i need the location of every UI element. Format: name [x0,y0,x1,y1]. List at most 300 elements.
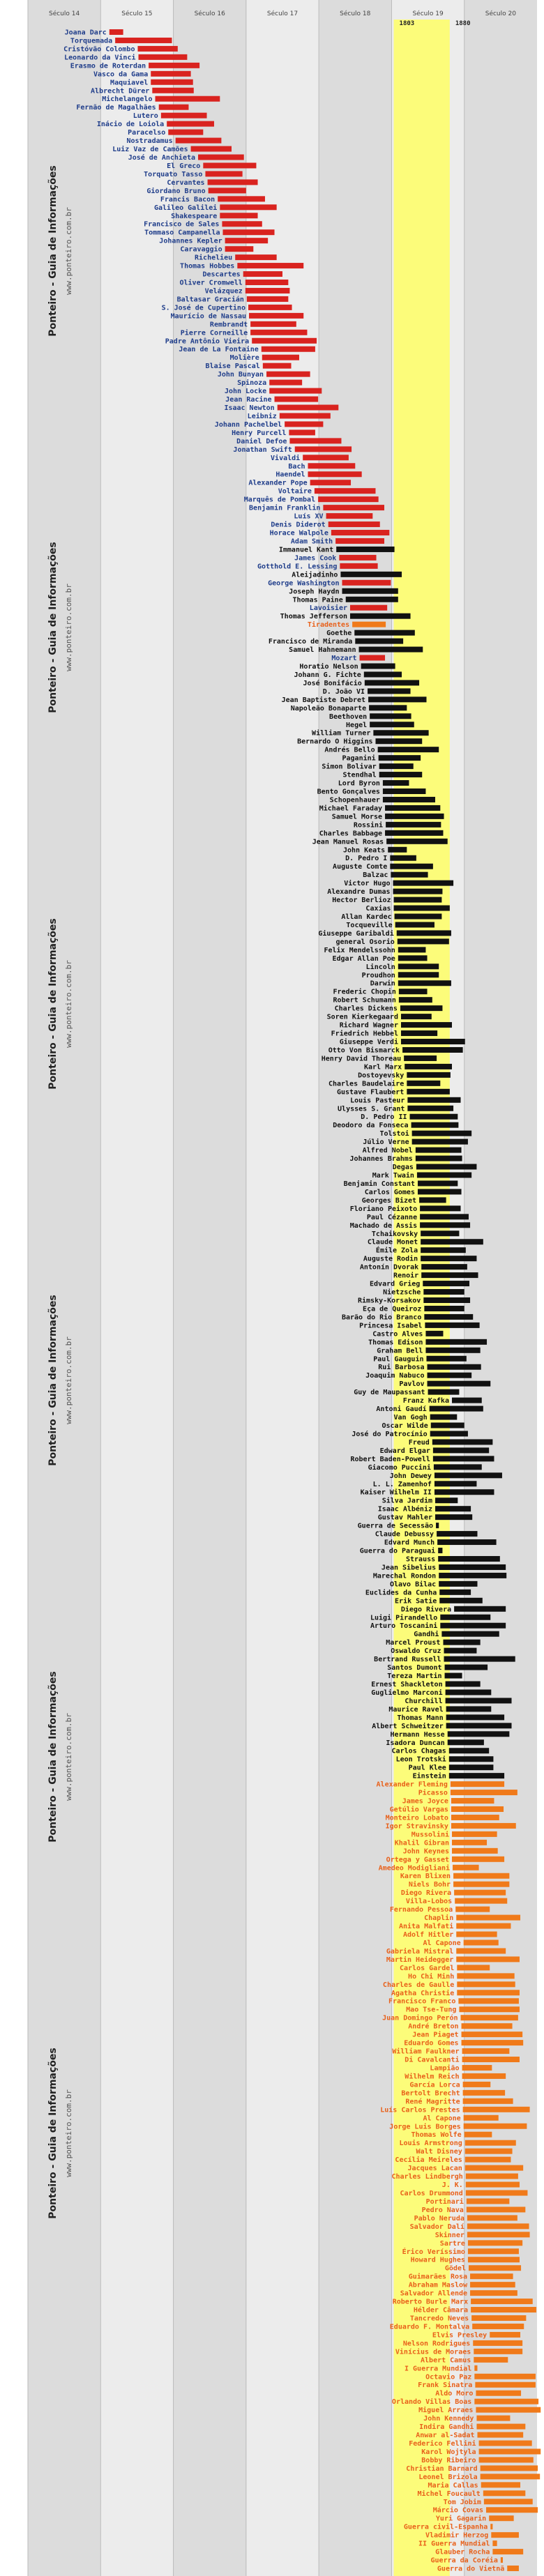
lifespan-bar [451,1798,494,1804]
person-label: L. L. Zamenhof [372,1480,432,1488]
person-label: Proudhon [361,971,395,980]
person-label: Hélder Câmara [413,2306,469,2315]
person-label: Ulysses S. Grant [338,1105,405,1113]
person-label: Isaac Albéniz [377,1505,432,1514]
person-label: Di Cavalcanti [405,2056,460,2064]
lifespan-bar [471,2315,526,2321]
lifespan-bar [370,722,414,727]
lifespan-bar [472,2324,524,2329]
person-label: Euclides da Cunha [365,1589,437,1597]
person-label: Claude Monet [367,1238,418,1247]
person-label: Paganini [342,754,376,763]
watermark-url: www.ponteiro.com.br [64,207,73,295]
person-label: Márcio Covas [432,2506,483,2515]
watermark-title: Ponteiro - Guia de Informações [47,918,59,1090]
lifespan-bar [453,1873,509,1879]
person-label: Leonel Brizola [418,2473,478,2481]
person-label: Inácio de Loiola [96,121,165,129]
lifespan-bar [476,2416,510,2421]
lifespan-bar [454,1606,506,1612]
person-label: Cervantes [167,178,205,187]
person-label: Felix Mendelssohn [324,946,395,954]
lifespan-bar [350,613,411,619]
person-label: Guerra civil-Espanha [403,2523,488,2531]
person-label: John Dewey [389,1472,432,1480]
lifespan-bar [421,1247,466,1253]
person-label: Émile Zola [375,1247,418,1255]
person-label: Oliver Cromwell [179,279,243,287]
lifespan-bar [471,2299,533,2304]
person-label: Thomas Hobbes [180,262,235,270]
person-label: Bobby Ribeiro [421,2456,476,2464]
lifespan-bar [421,1272,478,1278]
person-label: Caravaggio [180,245,222,254]
lifespan-bar [449,1748,489,1753]
person-label: Pablo Neruda [414,2214,464,2223]
person-label: Carlos Chagas [391,1747,446,1755]
person-label: D. Pedro I [345,855,388,863]
lifespan-bar [405,1064,452,1069]
person-label: Tom Jobim [443,2498,481,2506]
person-label: Nietzsche [383,1288,421,1297]
lifespan-bar [398,972,439,977]
person-label: Luís Carlos Prestes [380,2106,460,2114]
person-label: José do Patrocínio [352,1430,428,1438]
person-label: Frank Sinatra [418,2381,473,2390]
person-label: Joseph Haydn [289,588,340,596]
person-label: Gödel [444,2264,466,2273]
person-label: John Keats [342,846,386,855]
person-label: Princesa Isabel [359,1322,423,1330]
lifespan-bar [375,738,422,744]
lifespan-bar [462,2065,492,2071]
person-label: Alexandre Dumas [327,888,391,897]
century-label: Século 20 [485,10,516,17]
person-label: Rembrandt [209,321,248,329]
person-label: Freud [408,1438,430,1447]
person-label: José de Anchieta [128,153,196,162]
lifespan-bar [310,480,351,485]
person-label: Fernando Pessoa [389,1906,453,1914]
lifespan-bar [289,429,315,435]
lifespan-bar [452,1831,497,1837]
lifespan-bar [278,405,339,411]
person-label: Ho Chi Minh [408,1972,455,1981]
lifespan-bar [326,513,373,519]
person-label: Anwar al-Sadat [416,2432,475,2440]
lifespan-bar [474,2349,522,2354]
watermark-url: www.ponteiro.com.br [64,1336,73,1424]
lifespan-bar [468,2248,519,2254]
lifespan-bar [465,2140,516,2146]
lifespan-bar [379,772,423,777]
lifespan-bar [483,2490,525,2496]
person-label: Stendhal [342,771,377,779]
watermark-title: Ponteiro - Guia de Informações [47,542,59,713]
person-label: Barão do Rio Branco [341,1313,422,1322]
lifespan-bar [390,864,433,869]
person-label: D. Pedro II [361,1113,407,1122]
lifespan-bar [456,1932,497,1937]
lifespan-bar [451,1815,499,1820]
lifespan-bar [466,2182,520,2188]
person-label: Gandhi [414,1631,439,1639]
person-label: general Osorio [335,938,395,946]
person-label: Deodoro da Fonseca [333,1122,409,1130]
lifespan-bar [479,2441,532,2446]
person-label: Schopenhauer [329,796,380,805]
person-label: Eduardo F. Montalva [389,2323,470,2331]
lifespan-bar [350,605,387,611]
lifespan-bar [451,1823,516,1829]
century-band [28,0,100,2576]
lifespan-bar [394,906,450,911]
lifespan-bar [425,1323,479,1328]
lifespan-bar [428,1373,472,1378]
watermark-title: Ponteiro - Guia de Informações [47,2048,59,2219]
person-label: Tocqueville [346,921,393,929]
person-label: Glauber Rocha [435,2548,490,2556]
person-label: Robert Schumann [333,996,396,1005]
lifespan-bar [404,1055,437,1061]
person-label: Tchaikovsky [371,1230,418,1238]
person-label: Marechal Rondon [372,1572,437,1580]
lifespan-bar [457,1973,514,1979]
watermark-title: Ponteiro - Guia de Informações [47,165,59,337]
person-label: Gabriela Mistral [386,1947,454,1956]
person-label: Yuri Gagarin [435,2515,487,2523]
person-label: Mozart [331,655,357,663]
person-label: Carlos Drummond [400,2189,463,2197]
lifespan-bar [420,1205,460,1211]
person-label: Benjamin Franklin [249,504,321,512]
lifespan-bar [399,997,432,1003]
person-label: Voltaire [278,487,312,496]
lifespan-bar [391,872,428,878]
person-label: Caxias [365,905,391,913]
lifespan-bar [437,1539,496,1545]
lifespan-bar [275,397,319,402]
lifespan-bar [448,1739,484,1745]
lifespan-bar [331,530,389,535]
lifespan-bar [421,1264,467,1270]
person-label: Portinari [425,2197,464,2206]
watermark-url: www.ponteiro.com.br [64,584,73,671]
person-label: Albrecht Dürer [91,87,150,96]
person-label: Adolf Hitler [402,1931,454,1939]
person-label: Antoni Gaudí [376,1405,427,1414]
lifespan-bar [151,71,190,77]
person-label: Jean Baptiste Debret [281,696,366,704]
person-label: Júlio Verne [363,1138,409,1147]
lifespan-bar [416,1156,462,1161]
person-label: Marquês de Pombal [243,496,316,504]
lifespan-bar [340,563,377,569]
person-label: Érico Veríssimo [402,2248,465,2256]
lifespan-bar [439,1573,506,1578]
lifespan-bar [455,1907,490,1912]
person-label: Guerra de Secessão [357,1522,434,1530]
person-label: Charles Dickens [334,1005,398,1013]
person-label: Benjamin Constant [343,1180,415,1188]
lifespan-bar [463,2098,513,2104]
person-label: Robert Baden-Powell [350,1455,430,1463]
person-label: Shakespeare [171,212,218,220]
highlight-year-label: 1803 [399,20,415,27]
lifespan-bar [444,1656,515,1662]
person-label: Hector Berlioz [332,897,391,905]
person-label: Jean Sibelius [381,1564,437,1572]
person-label: Edgar Allan Poe [332,954,395,963]
lifespan-bar [342,588,398,594]
person-label: Maria Callas [428,2481,478,2490]
lifespan-bar [418,1189,462,1194]
person-label: Auguste Rodin [363,1255,418,1263]
person-label: Torquato Tasso [144,170,203,178]
lifespan-bar [446,1689,492,1695]
person-label: Rui Barbosa [378,1364,425,1372]
lifespan-bar [453,1882,509,1887]
person-label: Bernardo O Higgins [297,738,373,746]
person-label: Jean Manuel Rosas [312,838,384,846]
highlight-year-label: 1880 [455,20,471,27]
lifespan-bar [379,763,414,769]
lifespan-bar [417,1172,471,1178]
person-label: Johann G. Fichte [294,671,361,679]
person-label: Paul Klee [408,1764,446,1772]
person-label: Alfred Nobel [362,1147,413,1155]
lifespan-bar [463,2090,505,2096]
lifespan-bar [359,647,423,653]
person-label: Michel Foucault [417,2490,481,2498]
lifespan-bar [411,1122,459,1128]
lifespan-bar [481,2474,541,2479]
lifespan-bar [463,2107,530,2112]
lifespan-bar [451,1781,504,1787]
person-label: Bento Gonçalves [317,788,380,796]
person-label: Oscar Wilde [381,1422,428,1431]
lifespan-bar [476,2391,521,2396]
lifespan-bar [449,1756,494,1762]
lifespan-bar [428,1389,460,1395]
lifespan-bar [437,1531,477,1537]
lifespan-bar [252,338,317,344]
person-label: Elvis Presley [432,2331,488,2340]
lifespan-bar [262,355,299,360]
person-label: Tereza Martin [387,1672,442,1681]
lifespan-bar [464,2115,499,2121]
century-label: Século 14 [49,10,80,17]
lifespan-bar [280,413,331,418]
lifespan-bar [416,1164,477,1170]
person-label: Isadora Duncan [386,1739,445,1747]
lifespan-bar [203,162,256,168]
lifespan-bar [492,2549,523,2554]
lifespan-bar [467,2223,529,2229]
person-label: Agatha Christie [391,1989,455,1997]
lifespan-bar [459,2006,520,2012]
lifespan-bar [245,280,289,285]
person-label: Darwin [370,980,395,988]
person-label: Beethoven [328,712,368,721]
lifespan-bar [407,1089,450,1095]
lifespan-bar [149,63,199,68]
lifespan-bar [486,2507,538,2513]
person-label: Thomas Jefferson [280,613,347,621]
person-label: Aldo Moro [435,2390,474,2398]
person-label: Khalil Gibran [394,1839,449,1847]
person-label: Charles de Gaulle [382,1981,455,1989]
lifespan-bar [424,1314,473,1320]
person-label: Jonathan Swift [233,445,292,454]
person-label: John Keynes [402,1847,449,1856]
person-label: Edvard Grieg [370,1280,421,1288]
lifespan-bar [248,305,292,310]
person-label: Arturo Toscanini [370,1622,438,1631]
lifespan-bar [263,363,292,369]
lifespan-bar [421,1230,459,1236]
person-label: John Bunyan [217,371,264,379]
person-label: Thomas Edison [368,1339,423,1347]
person-label: Walt Disney [416,2148,462,2156]
lifespan-bar [468,2240,522,2246]
person-label: Lincoln [365,963,395,971]
person-label: Balzac [363,871,388,880]
lifespan-bar [209,188,246,193]
lifespan-bar [137,46,177,52]
lifespan-bar [159,105,189,110]
lifespan-bar [354,630,415,636]
person-label: Rimsky-Korsakov [358,1297,421,1305]
lifespan-bar [468,2257,520,2262]
lifespan-bar [421,1256,476,1261]
person-label: Paul Cézanne [366,1213,418,1221]
lifespan-bar [446,1723,512,1728]
person-label: Andrés Bello [324,746,375,754]
person-label: Henry Purcell [232,429,287,437]
person-label: Ortega y Gasset [386,1856,449,1864]
person-label: Graham Bell [377,1347,423,1355]
person-label: Diego Rivera [400,1606,452,1614]
lifespan-bar [398,938,449,944]
lifespan-bar [454,1890,506,1896]
lifespan-bar [398,963,439,969]
lifespan-bar [361,663,395,669]
person-label: Salvador Allende [400,2289,468,2298]
lifespan-bar [335,538,384,544]
lifespan-bar [439,1581,477,1587]
lifespan-bar [474,2365,477,2371]
lifespan-bar [407,1072,451,1078]
person-label: Richelieu [195,254,233,262]
lifespan-bar [475,2382,536,2388]
person-label: Guimarães Rosa [408,2273,468,2281]
lifespan-bar [489,2515,513,2521]
lifespan-bar [420,1214,469,1219]
person-label: Joana Darc [64,29,107,37]
lifespan-bar [490,2332,520,2338]
person-label: Luís XV [294,512,324,521]
person-label: Bertrand Russell [374,1656,441,1664]
lifespan-bar [401,1039,465,1044]
lifespan-bar [453,1865,479,1870]
lifespan-bar [235,254,276,260]
century-band [174,0,246,2576]
lifespan-bar [440,1623,506,1629]
person-label: Luigi Pirandello [370,1614,438,1622]
lifespan-bar [407,1081,440,1086]
lifespan-bar [476,2424,525,2430]
lifespan-bar [474,2374,536,2379]
lifespan-bar [401,1030,437,1036]
person-label: Otto Von Bismarck [328,1046,400,1055]
lifespan-bar [250,321,296,327]
lifespan-bar [198,154,244,160]
person-label: Francis Bacon [160,195,216,204]
person-label: José Bonifácio [303,679,362,687]
person-label: Rossini [353,821,384,830]
person-label: Einstein [412,1772,446,1781]
lifespan-bar [445,1673,462,1679]
lifespan-bar [481,2482,520,2487]
lifespan-bar [220,204,276,210]
person-label: Ernest Shackleton [371,1680,443,1689]
lifespan-bar [452,1857,504,1862]
lifespan-bar [289,438,341,443]
lifespan-bar [394,897,442,903]
person-label: André Breton [408,2022,459,2031]
lifespan-bar [412,1139,468,1145]
person-label: Hermann Hesse [390,1730,445,1739]
lifespan-bar [462,2073,506,2079]
person-label: II Guerra Mundial [418,2540,490,2548]
lifespan-bar [342,580,391,586]
lifespan-bar [386,822,441,828]
lifespan-bar [465,2165,523,2171]
person-label: Guerra do Vietnã [437,2565,505,2573]
lifespan-bar [479,2457,534,2462]
person-label: Guglielmo Marconi [371,1689,443,1697]
person-label: Pierre Corneille [180,329,248,337]
person-label: Vladimir Herzog [425,2531,489,2540]
person-label: Thomas Mann [397,1714,444,1722]
person-label: Charles Baudelaire [328,1080,405,1088]
lifespan-bar [446,1698,512,1703]
person-label: René Magritte [405,2098,460,2106]
lifespan-bar [385,830,443,836]
lifespan-bar [455,1898,507,1904]
lifespan-bar [438,1556,500,1562]
lifespan-bar [407,1097,460,1103]
person-label: Vinícius de Moraes [395,2348,471,2356]
person-label: Adam Smith [290,538,333,546]
lifespan-bar [364,671,402,677]
lifespan-bar [428,1364,481,1370]
lifespan-bar [433,1456,494,1461]
lifespan-bar [423,1297,470,1303]
person-label: Tommaso Campanella [144,229,220,237]
lifespan-bar [435,1506,471,1511]
lifespan-bar [393,881,454,886]
person-label: Amedeo Modigliani [378,1864,451,1873]
person-label: Federico Fellini [409,2440,476,2448]
person-label: George Washington [268,579,340,588]
person-label: Edward Elgar [379,1447,430,1455]
person-label: Bertolt Brecht [401,2089,460,2098]
lifespan-bar [383,797,435,802]
person-label: García Lorca [409,2081,460,2089]
person-label: Francisco de Sales [144,220,220,229]
